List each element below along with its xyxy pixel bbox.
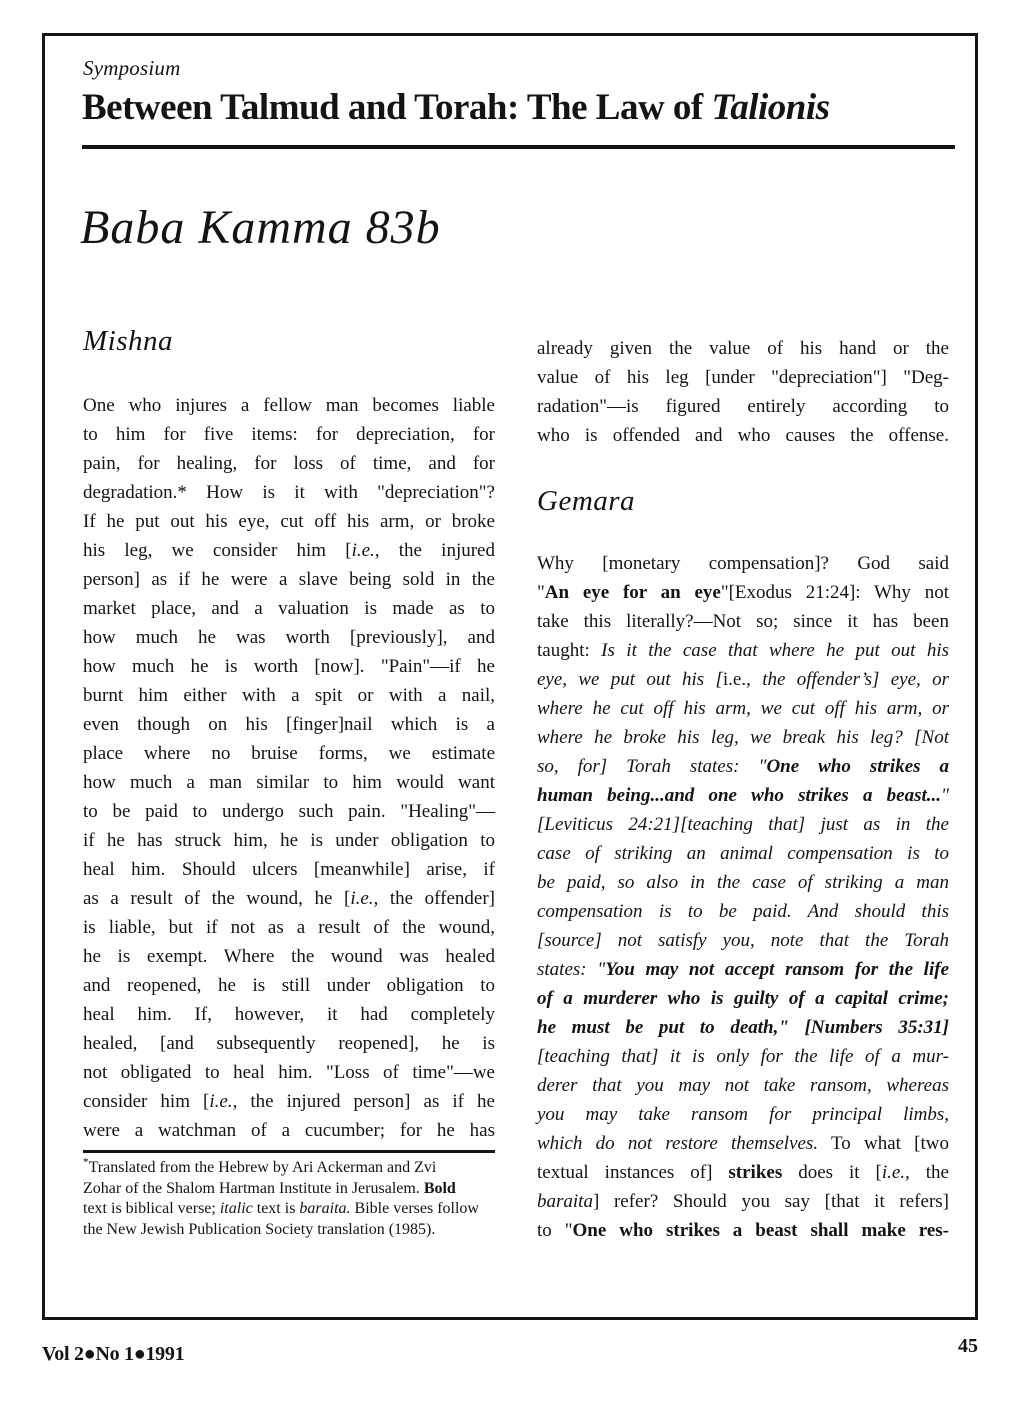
text-line: you may take ransom for principal limbs, [537,1104,949,1125]
text-line: so, for] Torah states: "One who strikes a [537,756,950,777]
text-line: heal him. Should ulcers [meanwhile] arise, if [83,859,495,880]
gemara-paragraph [537,549,949,1245]
mishna-continuation-paragraph [537,334,949,450]
text-line: states: "You may not accept ransom for the life [537,959,949,980]
text-line: and reopened, he is still under obligation to [83,975,495,996]
text-line: taught: Is it the case that where he put out his [537,640,949,661]
text-line: to "One who strikes a beast shall make res- [537,1220,949,1241]
text-line: consider him [i.e., the injured person] as if he [83,1091,495,1112]
volume-info: Vol 2●No 1●1991 [42,1343,185,1365]
text-line: as a result of the wound, he [i.e., the offender] [83,888,496,909]
text-line: [teaching that] it is only for the life of a mur- [537,1046,949,1067]
text-line: One who injures a fellow man becomes liable [83,395,495,416]
page-frame [42,33,978,1320]
text-line: Zohar of the Shalom Hartman Institute in Jerusalem. Bold [83,1179,456,1197]
text-line: of a murderer who is guilty of a capital crime; [537,988,949,1009]
right-column [537,324,949,1245]
text-line: eye, we put out his [i.e., the offender’s] eye, or [537,669,949,690]
text-line: where he cut off his arm, we cut off his arm, or [537,698,949,719]
text-line: he is exempt. Where the wound was healed [83,946,495,967]
page-number: 45 [958,1335,978,1357]
text-line: [Leviticus 24:21][teaching that] just as in the [537,814,949,835]
text-line: derer that you may not take ransom, whereas [537,1075,949,1096]
text-line: not obligated to heal him. "Loss of time"—we [83,1062,495,1083]
kicker: Symposium [83,56,181,80]
text-line: baraita] refer? Should you say [that it refers] [537,1191,949,1212]
left-column [83,324,495,1240]
text-line: were a watchman of a cucumber; for he has [83,1120,495,1141]
text-line: text is biblical verse; italic text is baraita. Bible verses follow [83,1200,479,1217]
text-line: healed, [and subsequently reopened], he is [83,1033,495,1054]
article-title: Baba Kamma 83b [80,201,441,254]
text-line: compensation is to be paid. And should this [537,901,949,922]
text-line: person] as if he were a slave being sold in the [83,569,495,590]
text-line: place where no bruise forms, we estimate [83,743,495,764]
mishna-paragraph [83,391,495,1145]
text-line: is liable, but if not as a result of the wound, [83,917,495,938]
text-line: If he put out his eye, cut off his arm, or broke [83,511,495,532]
text-line: Why [monetary compensation]? God said [537,553,949,574]
text-line: if he has struck him, he is under obligation to [83,830,495,851]
text-line: be paid, so also in the case of striking a man [537,872,949,893]
text-line: *Translated from the Hebrew by Ari Ackerman and Zvi [83,1156,437,1176]
text-line: already given the value of his hand or the [537,338,949,359]
text-line: degradation.* How is it with "depreciation"? [83,482,495,503]
text-line: where he broke his leg, we break his leg? [Not [537,727,949,748]
text-line: radation"—is figured entirely according to [537,396,949,417]
text-line: who is offended and who causes the offense. [537,425,949,446]
text-line: market place, and a valuation is made as to [83,598,495,619]
text-line: to be paid to undergo such pain. "Healing"— [83,801,495,822]
text-line: to him for five items: for depreciation, for [83,424,495,445]
text-line: case of striking an animal compensation is to [537,843,949,864]
text-line: how much a man similar to him would want [83,772,495,793]
text-line: which do not restore themselves. To what [two [537,1133,949,1154]
title-rule [82,145,955,149]
text-line: textual instances of] strikes does it [i.e., the [537,1162,949,1183]
mishna-heading: Mishna [83,325,173,357]
text-line: "An eye for an eye"[Exodus 21:24]: Why not [537,582,949,603]
text-line: human being...and one who strikes a beast..." [537,785,949,806]
gemara-heading: Gemara [537,485,636,517]
text-line: burnt him either with a spit or with a nail, [83,685,495,706]
text-line: his leg, we consider him [i.e., the injured [83,540,495,561]
text-line: he must be put to death," [Numbers 35:31] [537,1017,949,1038]
text-line: [source] not satisfy you, note that the Torah [537,930,949,951]
text-line: the New Jewish Publication Society translation (1985). [83,1220,436,1238]
text-line: heal him. If, however, it had completely [83,1004,495,1025]
text-line: even though on his [finger]nail which is a [83,714,495,735]
page-title: Between Talmud and Torah: The Law of Talionis [82,87,830,128]
text-line: take this literally?—Not so; since it has been [537,611,949,632]
text-line: value of his leg [under "depreciation"] "Deg- [537,367,949,388]
text-line: how much he is worth [now]. "Pain"—if he [83,656,495,677]
translator-footnote [83,1150,495,1240]
text-line: pain, for healing, for loss of time, and for [83,453,495,474]
text-line: how much he was worth [previously], and [83,627,495,648]
